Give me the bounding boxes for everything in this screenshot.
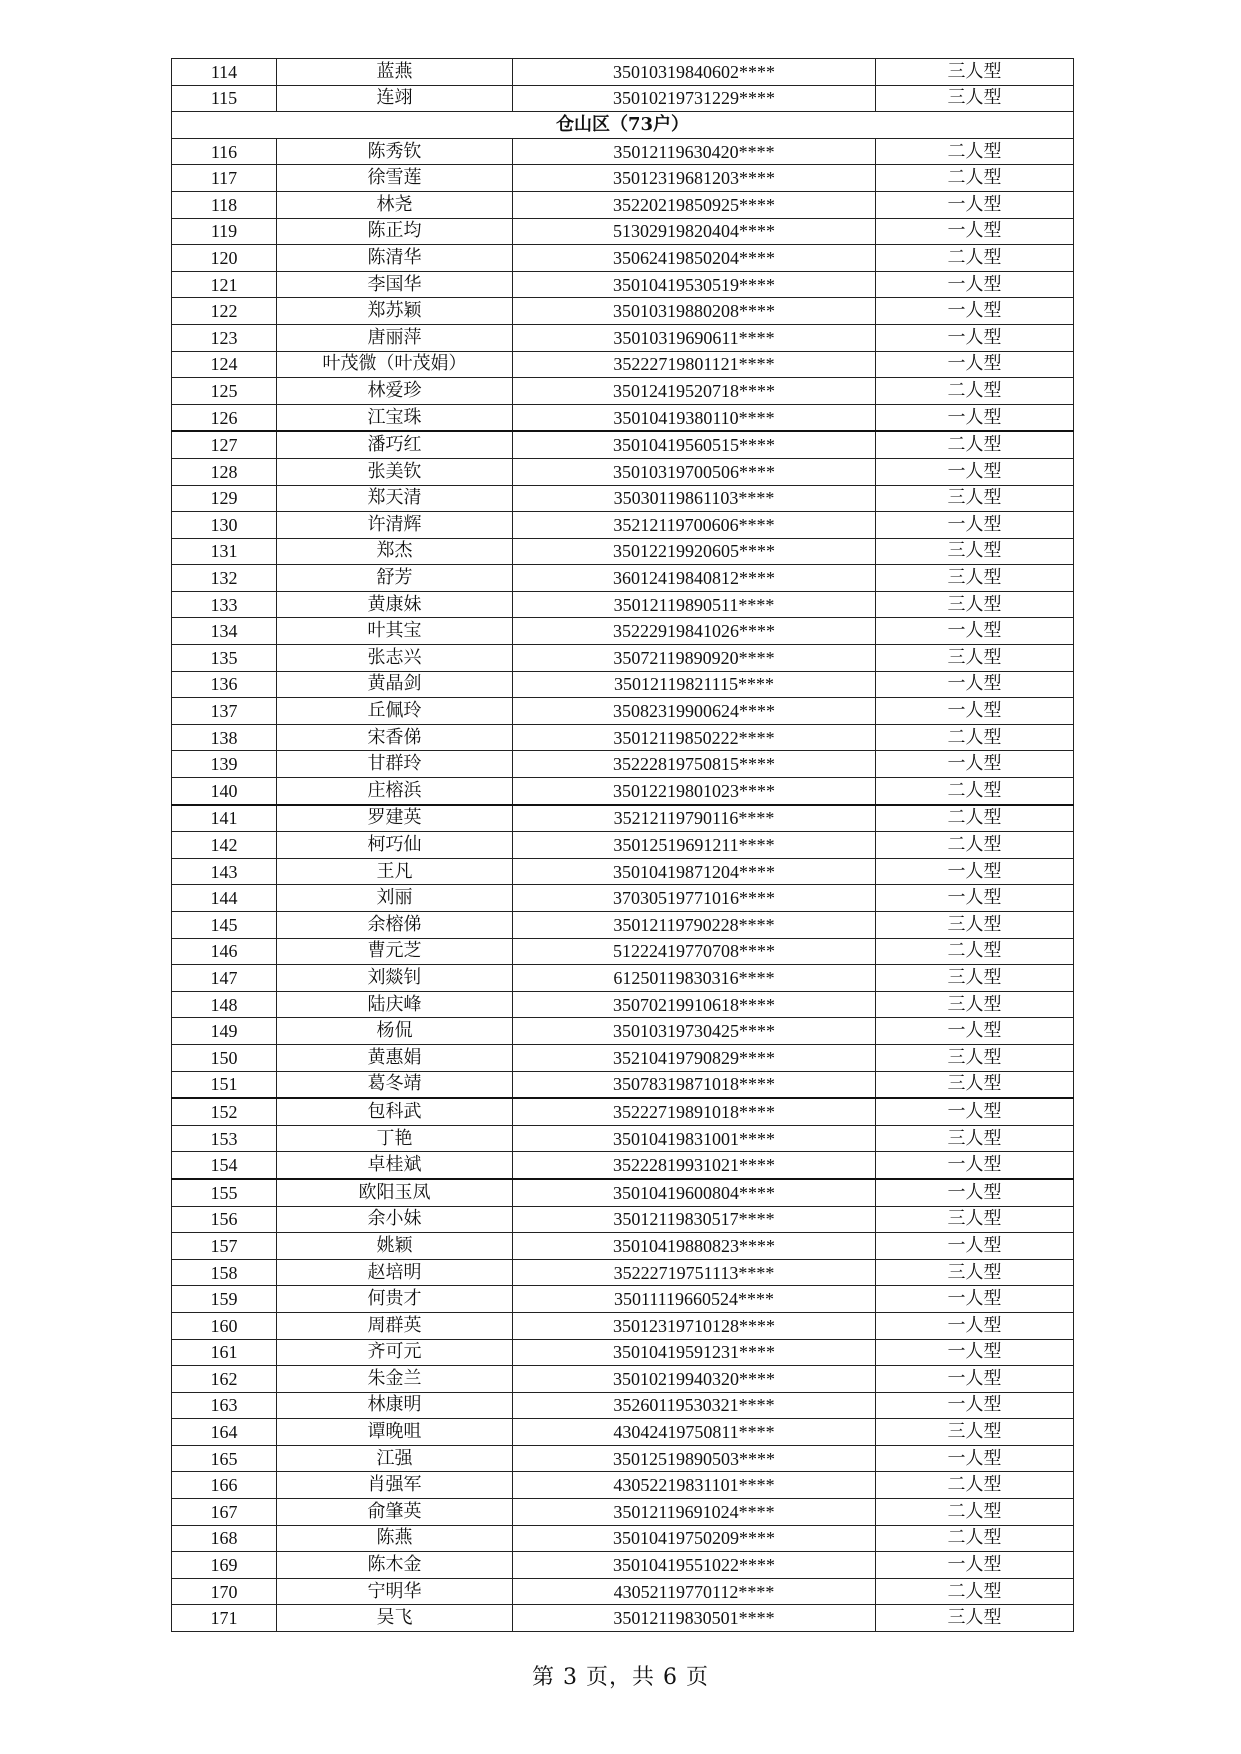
row-name: 林爱珍 bbox=[277, 378, 513, 405]
row-id-number: 35012519890503**** bbox=[513, 1445, 876, 1472]
row-name: 曹元芝 bbox=[277, 938, 513, 965]
row-number: 161 bbox=[172, 1339, 277, 1366]
row-id-number: 35260119530321**** bbox=[513, 1392, 876, 1419]
row-type: 一人型 bbox=[876, 351, 1074, 378]
row-number: 167 bbox=[172, 1499, 277, 1526]
row-number: 131 bbox=[172, 538, 277, 565]
row-name: 黄惠娟 bbox=[277, 1044, 513, 1071]
table-row bbox=[172, 778, 1074, 805]
row-name: 连翊 bbox=[277, 85, 513, 112]
table-row bbox=[172, 298, 1074, 325]
row-id-number: 35010419560515**** bbox=[513, 431, 876, 458]
table-row bbox=[172, 645, 1074, 672]
row-id-number: 35210419790829**** bbox=[513, 1044, 876, 1071]
row-name: 林尧 bbox=[277, 191, 513, 218]
row-number: 138 bbox=[172, 724, 277, 751]
table-row bbox=[172, 912, 1074, 939]
row-type: 一人型 bbox=[876, 1392, 1074, 1419]
table-row bbox=[172, 1339, 1074, 1366]
row-id-number: 35222719801121**** bbox=[513, 351, 876, 378]
row-type: 一人型 bbox=[876, 404, 1074, 431]
row-id-number: 35222919841026**** bbox=[513, 618, 876, 645]
row-type: 三人型 bbox=[876, 645, 1074, 672]
row-id-number: 35012519691211**** bbox=[513, 832, 876, 859]
row-name: 蓝燕 bbox=[277, 59, 513, 86]
row-type: 二人型 bbox=[876, 165, 1074, 192]
table-row bbox=[172, 618, 1074, 645]
row-name: 陈秀钦 bbox=[277, 138, 513, 165]
table-row bbox=[172, 1206, 1074, 1233]
row-type: 三人型 bbox=[876, 591, 1074, 618]
row-id-number: 35011119660524**** bbox=[513, 1286, 876, 1313]
table-row bbox=[172, 271, 1074, 298]
row-type: 三人型 bbox=[876, 59, 1074, 86]
row-type: 三人型 bbox=[876, 1071, 1074, 1098]
table-row bbox=[172, 1125, 1074, 1152]
row-type: 三人型 bbox=[876, 1125, 1074, 1152]
row-number: 137 bbox=[172, 698, 277, 725]
row-id-number: 35012419520718**** bbox=[513, 378, 876, 405]
table-row bbox=[172, 1098, 1074, 1125]
row-id-number: 35222719751113**** bbox=[513, 1259, 876, 1286]
row-type: 一人型 bbox=[876, 751, 1074, 778]
row-number: 151 bbox=[172, 1071, 277, 1098]
row-type: 一人型 bbox=[876, 324, 1074, 351]
table-row bbox=[172, 671, 1074, 698]
row-number: 146 bbox=[172, 938, 277, 965]
row-number: 116 bbox=[172, 138, 277, 165]
row-type: 二人型 bbox=[876, 378, 1074, 405]
row-number: 118 bbox=[172, 191, 277, 218]
row-id-number: 35012119691024**** bbox=[513, 1499, 876, 1526]
table-row bbox=[172, 1286, 1074, 1313]
row-type: 二人型 bbox=[876, 1499, 1074, 1526]
row-id-number: 35010319700506**** bbox=[513, 458, 876, 485]
table-row bbox=[172, 351, 1074, 378]
row-type: 三人型 bbox=[876, 912, 1074, 939]
row-type: 一人型 bbox=[876, 458, 1074, 485]
row-id-number: 35010319840602**** bbox=[513, 59, 876, 86]
row-name: 丘佩玲 bbox=[277, 698, 513, 725]
row-number: 149 bbox=[172, 1018, 277, 1045]
row-id-number: 35010319880208**** bbox=[513, 298, 876, 325]
table-row bbox=[172, 1152, 1074, 1179]
row-id-number: 35012119890511**** bbox=[513, 591, 876, 618]
row-id-number: 35082319900624**** bbox=[513, 698, 876, 725]
row-id-number: 35012219801023**** bbox=[513, 778, 876, 805]
table-row bbox=[172, 965, 1074, 992]
row-id-number: 37030519771016**** bbox=[513, 885, 876, 912]
table-row bbox=[172, 458, 1074, 485]
row-type: 二人型 bbox=[876, 805, 1074, 832]
table-row bbox=[172, 324, 1074, 351]
table-row bbox=[172, 1233, 1074, 1260]
row-id-number: 35222819931021**** bbox=[513, 1152, 876, 1179]
row-number: 129 bbox=[172, 485, 277, 512]
row-name: 江宝珠 bbox=[277, 404, 513, 431]
section-title: 仓山区（73户） bbox=[172, 112, 1074, 139]
row-id-number: 43052219831101**** bbox=[513, 1472, 876, 1499]
row-number: 147 bbox=[172, 965, 277, 992]
row-type: 三人型 bbox=[876, 1419, 1074, 1446]
row-name: 余小妹 bbox=[277, 1206, 513, 1233]
row-number: 145 bbox=[172, 912, 277, 939]
row-type: 二人型 bbox=[876, 431, 1074, 458]
row-name: 俞肇英 bbox=[277, 1499, 513, 1526]
row-type: 一人型 bbox=[876, 271, 1074, 298]
table-row bbox=[172, 1312, 1074, 1339]
row-id-number: 35222819750815**** bbox=[513, 751, 876, 778]
row-name: 潘巧红 bbox=[277, 431, 513, 458]
row-type: 一人型 bbox=[876, 218, 1074, 245]
row-number: 144 bbox=[172, 885, 277, 912]
row-id-number: 61250119830316**** bbox=[513, 965, 876, 992]
row-id-number: 35012119830517**** bbox=[513, 1206, 876, 1233]
row-type: 一人型 bbox=[876, 698, 1074, 725]
table-row bbox=[172, 1578, 1074, 1605]
row-name: 陈燕 bbox=[277, 1525, 513, 1552]
table-row bbox=[172, 485, 1074, 512]
row-name: 杨侃 bbox=[277, 1018, 513, 1045]
row-name: 徐雪莲 bbox=[277, 165, 513, 192]
row-type: 三人型 bbox=[876, 1206, 1074, 1233]
row-type: 二人型 bbox=[876, 1525, 1074, 1552]
row-id-number: 35010419530519**** bbox=[513, 271, 876, 298]
row-type: 三人型 bbox=[876, 965, 1074, 992]
row-number: 143 bbox=[172, 858, 277, 885]
row-type: 三人型 bbox=[876, 1605, 1074, 1632]
row-type: 三人型 bbox=[876, 991, 1074, 1018]
row-number: 168 bbox=[172, 1525, 277, 1552]
row-name: 谭晚咀 bbox=[277, 1419, 513, 1446]
row-number: 140 bbox=[172, 778, 277, 805]
section-header-row bbox=[172, 112, 1074, 139]
row-number: 158 bbox=[172, 1259, 277, 1286]
row-name: 甘群玲 bbox=[277, 751, 513, 778]
row-name: 陈清华 bbox=[277, 245, 513, 272]
row-type: 一人型 bbox=[876, 858, 1074, 885]
row-number: 135 bbox=[172, 645, 277, 672]
row-name: 许清辉 bbox=[277, 512, 513, 539]
table-row bbox=[172, 1472, 1074, 1499]
table-row bbox=[172, 1392, 1074, 1419]
table-row bbox=[172, 1525, 1074, 1552]
table-row bbox=[172, 1179, 1074, 1206]
row-id-number: 35010419871204**** bbox=[513, 858, 876, 885]
row-id-number: 43052119770112**** bbox=[513, 1578, 876, 1605]
row-name: 卓桂斌 bbox=[277, 1152, 513, 1179]
row-number: 166 bbox=[172, 1472, 277, 1499]
table-row bbox=[172, 698, 1074, 725]
row-number: 152 bbox=[172, 1098, 277, 1125]
row-type: 一人型 bbox=[876, 618, 1074, 645]
row-id-number: 35012319681203**** bbox=[513, 165, 876, 192]
page-footer: 第 3 页，共 6 页 bbox=[532, 1665, 709, 1690]
row-type: 一人型 bbox=[876, 1312, 1074, 1339]
table-row bbox=[172, 858, 1074, 885]
table-row bbox=[172, 751, 1074, 778]
row-name: 齐可元 bbox=[277, 1339, 513, 1366]
row-type: 三人型 bbox=[876, 485, 1074, 512]
row-id-number: 35070219910618**** bbox=[513, 991, 876, 1018]
row-id-number: 35078319871018**** bbox=[513, 1071, 876, 1098]
row-name: 宁明华 bbox=[277, 1578, 513, 1605]
row-id-number: 35010319730425**** bbox=[513, 1018, 876, 1045]
row-id-number: 35212119790116**** bbox=[513, 805, 876, 832]
table-row bbox=[172, 1445, 1074, 1472]
table-row bbox=[172, 1366, 1074, 1393]
row-number: 120 bbox=[172, 245, 277, 272]
row-name: 宋香俤 bbox=[277, 724, 513, 751]
row-type: 一人型 bbox=[876, 1286, 1074, 1313]
table-row bbox=[172, 1605, 1074, 1632]
row-name: 林康明 bbox=[277, 1392, 513, 1419]
row-number: 159 bbox=[172, 1286, 277, 1313]
row-number: 132 bbox=[172, 565, 277, 592]
table-row bbox=[172, 1552, 1074, 1579]
row-type: 一人型 bbox=[876, 1233, 1074, 1260]
row-type: 二人型 bbox=[876, 724, 1074, 751]
row-number: 117 bbox=[172, 165, 277, 192]
row-id-number: 35010419380110**** bbox=[513, 404, 876, 431]
table-row bbox=[172, 805, 1074, 832]
row-id-number: 35010419831001**** bbox=[513, 1125, 876, 1152]
row-type: 二人型 bbox=[876, 1472, 1074, 1499]
row-number: 119 bbox=[172, 218, 277, 245]
row-type: 三人型 bbox=[876, 538, 1074, 565]
row-id-number: 35010419750209**** bbox=[513, 1525, 876, 1552]
table-row bbox=[172, 85, 1074, 112]
table-row bbox=[172, 1419, 1074, 1446]
row-number: 139 bbox=[172, 751, 277, 778]
row-type: 二人型 bbox=[876, 245, 1074, 272]
table-row bbox=[172, 991, 1074, 1018]
row-type: 一人型 bbox=[876, 1098, 1074, 1125]
table-row bbox=[172, 1259, 1074, 1286]
row-number: 142 bbox=[172, 832, 277, 859]
row-type: 二人型 bbox=[876, 832, 1074, 859]
row-number: 169 bbox=[172, 1552, 277, 1579]
row-name: 周群英 bbox=[277, 1312, 513, 1339]
row-name: 肖强军 bbox=[277, 1472, 513, 1499]
row-type: 一人型 bbox=[876, 885, 1074, 912]
row-number: 124 bbox=[172, 351, 277, 378]
row-id-number: 35012319710128**** bbox=[513, 1312, 876, 1339]
row-id-number: 35012119821115**** bbox=[513, 671, 876, 698]
row-number: 122 bbox=[172, 298, 277, 325]
row-id-number: 35012219920605**** bbox=[513, 538, 876, 565]
row-number: 154 bbox=[172, 1152, 277, 1179]
table-row bbox=[172, 378, 1074, 405]
row-name: 朱金兰 bbox=[277, 1366, 513, 1393]
row-name: 欧阳玉凤 bbox=[277, 1179, 513, 1206]
table-row bbox=[172, 1018, 1074, 1045]
row-number: 156 bbox=[172, 1206, 277, 1233]
row-id-number: 35010319690611**** bbox=[513, 324, 876, 351]
row-type: 二人型 bbox=[876, 138, 1074, 165]
row-name: 张志兴 bbox=[277, 645, 513, 672]
row-type: 一人型 bbox=[876, 1552, 1074, 1579]
row-type: 一人型 bbox=[876, 191, 1074, 218]
row-name: 黄晶剑 bbox=[277, 671, 513, 698]
row-name: 李国华 bbox=[277, 271, 513, 298]
row-name: 舒芳 bbox=[277, 565, 513, 592]
row-name: 叶茂微（叶茂娟） bbox=[277, 351, 513, 378]
row-type: 三人型 bbox=[876, 565, 1074, 592]
row-name: 陈木金 bbox=[277, 1552, 513, 1579]
row-id-number: 43042419750811**** bbox=[513, 1419, 876, 1446]
table-row bbox=[172, 1071, 1074, 1098]
row-id-number: 35222719891018**** bbox=[513, 1098, 876, 1125]
row-type: 一人型 bbox=[876, 1445, 1074, 1472]
row-number: 128 bbox=[172, 458, 277, 485]
table-row bbox=[172, 724, 1074, 751]
row-id-number: 35012119790228**** bbox=[513, 912, 876, 939]
row-number: 148 bbox=[172, 991, 277, 1018]
table-row bbox=[172, 218, 1074, 245]
table-row bbox=[172, 245, 1074, 272]
row-type: 一人型 bbox=[876, 1152, 1074, 1179]
row-id-number: 35010219940320**** bbox=[513, 1366, 876, 1393]
row-number: 130 bbox=[172, 512, 277, 539]
row-id-number: 35220219850925**** bbox=[513, 191, 876, 218]
row-id-number: 35010219731229**** bbox=[513, 85, 876, 112]
row-id-number: 35010419880823**** bbox=[513, 1233, 876, 1260]
row-name: 赵培明 bbox=[277, 1259, 513, 1286]
row-name: 陈正均 bbox=[277, 218, 513, 245]
table-row bbox=[172, 404, 1074, 431]
row-id-number: 35012119830501**** bbox=[513, 1605, 876, 1632]
row-type: 一人型 bbox=[876, 1179, 1074, 1206]
row-name: 罗建英 bbox=[277, 805, 513, 832]
row-type: 二人型 bbox=[876, 778, 1074, 805]
table-row bbox=[172, 165, 1074, 192]
row-id-number: 51302919820404**** bbox=[513, 218, 876, 245]
row-id-number: 35072119890920**** bbox=[513, 645, 876, 672]
table-row bbox=[172, 538, 1074, 565]
row-number: 125 bbox=[172, 378, 277, 405]
row-number: 170 bbox=[172, 1578, 277, 1605]
row-id-number: 36012419840812**** bbox=[513, 565, 876, 592]
row-number: 162 bbox=[172, 1366, 277, 1393]
row-number: 150 bbox=[172, 1044, 277, 1071]
row-number: 157 bbox=[172, 1233, 277, 1260]
table-row bbox=[172, 591, 1074, 618]
row-id-number: 35062419850204**** bbox=[513, 245, 876, 272]
row-number: 114 bbox=[172, 59, 277, 86]
row-name: 郑杰 bbox=[277, 538, 513, 565]
row-type: 二人型 bbox=[876, 938, 1074, 965]
row-id-number: 35012119630420**** bbox=[513, 138, 876, 165]
row-name: 黄康妹 bbox=[277, 591, 513, 618]
row-number: 160 bbox=[172, 1312, 277, 1339]
row-number: 165 bbox=[172, 1445, 277, 1472]
row-name: 刘丽 bbox=[277, 885, 513, 912]
row-name: 丁艳 bbox=[277, 1125, 513, 1152]
row-name: 吴飞 bbox=[277, 1605, 513, 1632]
row-number: 127 bbox=[172, 431, 277, 458]
row-name: 包科武 bbox=[277, 1098, 513, 1125]
row-type: 一人型 bbox=[876, 671, 1074, 698]
row-number: 133 bbox=[172, 591, 277, 618]
row-type: 一人型 bbox=[876, 298, 1074, 325]
row-type: 三人型 bbox=[876, 1044, 1074, 1071]
row-number: 134 bbox=[172, 618, 277, 645]
row-type: 二人型 bbox=[876, 1578, 1074, 1605]
row-type: 三人型 bbox=[876, 1259, 1074, 1286]
row-name: 刘燚钊 bbox=[277, 965, 513, 992]
row-number: 115 bbox=[172, 85, 277, 112]
table-row bbox=[172, 512, 1074, 539]
row-number: 155 bbox=[172, 1179, 277, 1206]
table-row bbox=[172, 885, 1074, 912]
table-row bbox=[172, 1044, 1074, 1071]
row-type: 一人型 bbox=[876, 1339, 1074, 1366]
row-id-number: 35010419551022**** bbox=[513, 1552, 876, 1579]
table-row bbox=[172, 138, 1074, 165]
row-name: 姚颖 bbox=[277, 1233, 513, 1260]
row-name: 余榕俤 bbox=[277, 912, 513, 939]
row-number: 123 bbox=[172, 324, 277, 351]
row-type: 一人型 bbox=[876, 512, 1074, 539]
table-row bbox=[172, 1499, 1074, 1526]
household-list-table bbox=[171, 58, 1074, 1632]
row-number: 163 bbox=[172, 1392, 277, 1419]
table-body bbox=[172, 59, 1074, 1632]
row-id-number: 35212119700606**** bbox=[513, 512, 876, 539]
row-type: 一人型 bbox=[876, 1366, 1074, 1393]
table-row bbox=[172, 59, 1074, 86]
row-name: 陆庆峰 bbox=[277, 991, 513, 1018]
table-row bbox=[172, 565, 1074, 592]
row-name: 唐丽萍 bbox=[277, 324, 513, 351]
row-type: 一人型 bbox=[876, 1018, 1074, 1045]
row-type: 三人型 bbox=[876, 85, 1074, 112]
row-number: 153 bbox=[172, 1125, 277, 1152]
row-name: 何贵才 bbox=[277, 1286, 513, 1313]
row-number: 164 bbox=[172, 1419, 277, 1446]
row-number: 126 bbox=[172, 404, 277, 431]
table-row bbox=[172, 938, 1074, 965]
row-name: 庄榕浜 bbox=[277, 778, 513, 805]
row-name: 王凡 bbox=[277, 858, 513, 885]
row-name: 江强 bbox=[277, 1445, 513, 1472]
row-name: 叶其宝 bbox=[277, 618, 513, 645]
row-name: 张美钦 bbox=[277, 458, 513, 485]
table-row bbox=[172, 832, 1074, 859]
table-row bbox=[172, 431, 1074, 458]
row-id-number: 35010419591231**** bbox=[513, 1339, 876, 1366]
row-number: 171 bbox=[172, 1605, 277, 1632]
row-id-number: 51222419770708**** bbox=[513, 938, 876, 965]
row-name: 郑苏颖 bbox=[277, 298, 513, 325]
row-name: 郑天清 bbox=[277, 485, 513, 512]
row-number: 141 bbox=[172, 805, 277, 832]
table-row bbox=[172, 191, 1074, 218]
row-name: 柯巧仙 bbox=[277, 832, 513, 859]
row-number: 121 bbox=[172, 271, 277, 298]
row-number: 136 bbox=[172, 671, 277, 698]
row-name: 葛冬靖 bbox=[277, 1071, 513, 1098]
row-id-number: 35030119861103**** bbox=[513, 485, 876, 512]
row-id-number: 35012119850222**** bbox=[513, 724, 876, 751]
row-id-number: 35010419600804**** bbox=[513, 1179, 876, 1206]
